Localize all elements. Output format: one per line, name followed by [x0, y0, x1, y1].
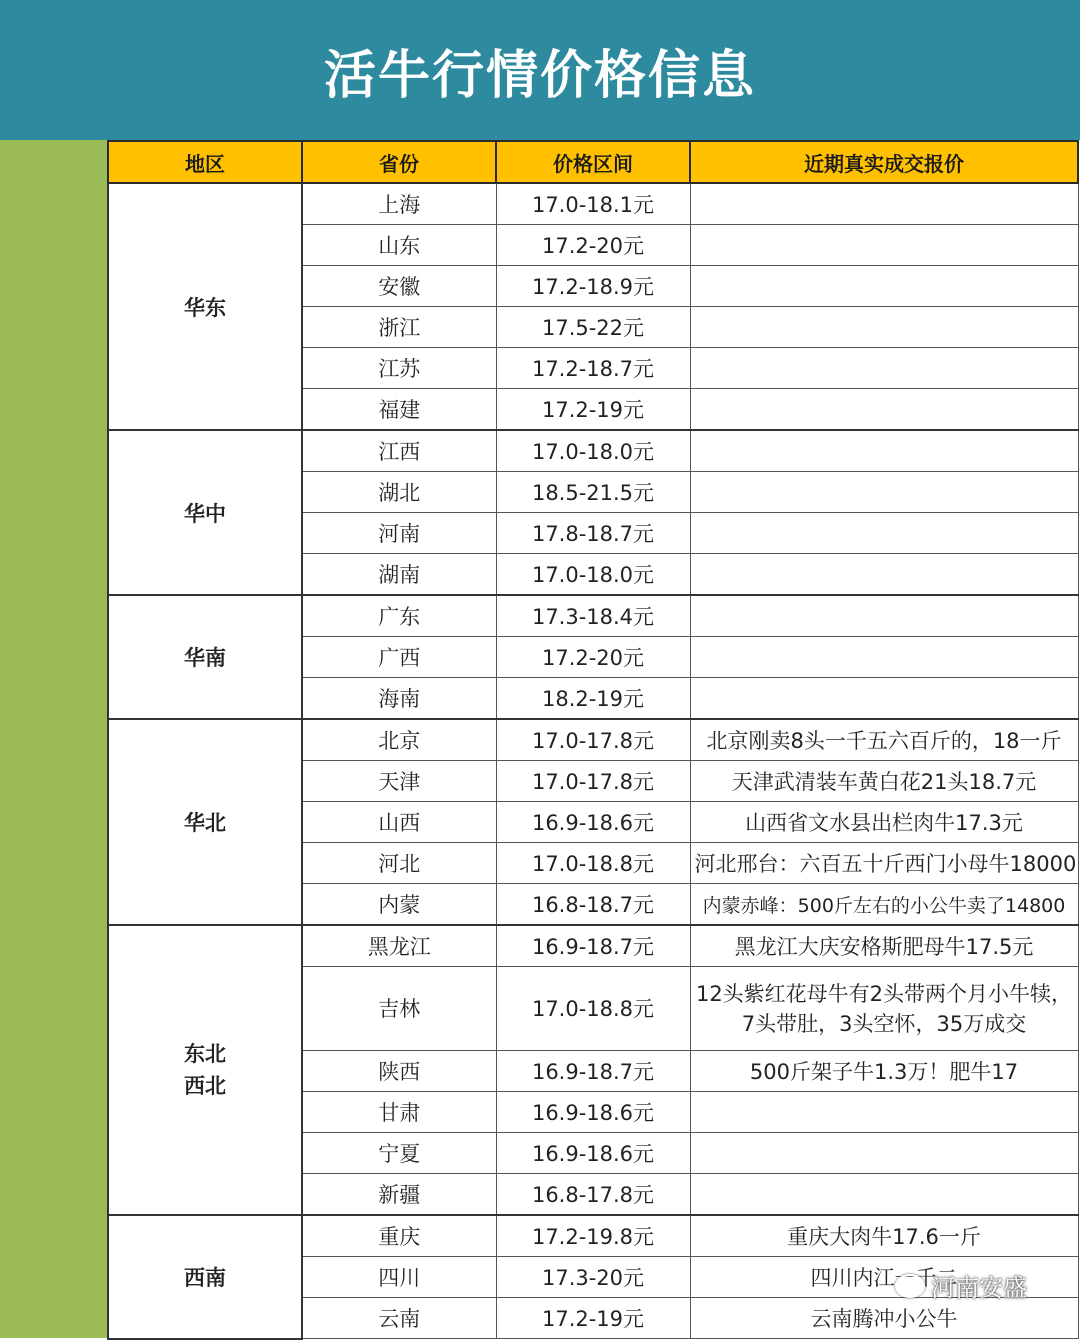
note-cell: 重庆大肉牛17.6一斤: [690, 1215, 1078, 1257]
col-header-region: 地区: [108, 141, 302, 183]
note-cell: [690, 513, 1078, 554]
price-cell: 17.2-18.9元: [496, 266, 690, 307]
note-cell: [690, 430, 1078, 472]
table-header-row: [108, 141, 1078, 183]
province-cell: 北京: [302, 719, 496, 761]
province-cell: 河北: [302, 843, 496, 884]
note-cell: [690, 389, 1078, 431]
note-cell: [690, 348, 1078, 389]
province-cell: 江西: [302, 430, 496, 472]
note-cell: [690, 1092, 1078, 1133]
province-cell: 上海: [302, 183, 496, 225]
table-row: [108, 719, 1078, 761]
province-cell: 新疆: [302, 1174, 496, 1216]
table-row: [108, 430, 1078, 472]
watermark: [895, 1268, 1027, 1303]
note-cell: [690, 266, 1078, 307]
price-cell: 16.8-18.7元: [496, 884, 690, 926]
province-cell: 重庆: [302, 1215, 496, 1257]
province-cell: 天津: [302, 761, 496, 802]
col-header-note: 近期真实成交报价: [690, 141, 1078, 183]
price-table: [107, 140, 1079, 1340]
province-cell: 甘肃: [302, 1092, 496, 1133]
col-header-province: 省份: [302, 141, 496, 183]
note-cell: 四川内江一千二: [690, 1257, 1078, 1298]
col-header-price: 价格区间: [496, 141, 690, 183]
note-cell: [690, 472, 1078, 513]
price-cell: 17.0-18.8元: [496, 967, 690, 1051]
price-cell: 17.0-18.0元: [496, 430, 690, 472]
note-cell: [690, 595, 1078, 637]
province-cell: 宁夏: [302, 1133, 496, 1174]
price-cell: 16.9-18.7元: [496, 925, 690, 967]
province-cell: 陕西: [302, 1051, 496, 1092]
price-cell: 17.0-18.0元: [496, 554, 690, 596]
note-cell: 内蒙赤峰：500斤左右的小公牛卖了14800: [690, 884, 1078, 926]
price-cell: 16.8-17.8元: [496, 1174, 690, 1216]
note-cell: 云南腾冲小公牛: [690, 1298, 1078, 1339]
note-cell: [690, 637, 1078, 678]
table-row: [108, 183, 1078, 225]
price-cell: 16.9-18.7元: [496, 1051, 690, 1092]
region-cell: 西南: [108, 1215, 302, 1339]
province-cell: 江苏: [302, 348, 496, 389]
region-cell: 东北 西北: [108, 925, 302, 1215]
province-cell: 云南: [302, 1298, 496, 1339]
table-row: [108, 1215, 1078, 1257]
region-cell: 华北: [108, 719, 302, 925]
price-cell: 18.5-21.5元: [496, 472, 690, 513]
table-row: [108, 595, 1078, 637]
price-cell: 17.3-20元: [496, 1257, 690, 1298]
province-cell: 安徽: [302, 266, 496, 307]
price-cell: 17.2-19元: [496, 389, 690, 431]
price-cell: 17.8-18.7元: [496, 513, 690, 554]
note-cell: 北京刚卖8头一千五六百斤的，18一斤: [690, 719, 1078, 761]
region-cell: 华中: [108, 430, 302, 595]
watermark-text: 河南安盛: [931, 1274, 1027, 1302]
province-cell: 河南: [302, 513, 496, 554]
province-cell: 浙江: [302, 307, 496, 348]
table-row: [108, 925, 1078, 967]
note-cell: 河北邢台：六百五十斤西门小母牛18000: [690, 843, 1078, 884]
region-cell: 华南: [108, 595, 302, 719]
region-cell: 华东: [108, 183, 302, 430]
price-cell: 17.0-17.8元: [496, 761, 690, 802]
note-cell: [690, 554, 1078, 596]
province-cell: 湖南: [302, 554, 496, 596]
price-cell: 17.0-18.1元: [496, 183, 690, 225]
province-cell: 山西: [302, 802, 496, 843]
note-cell: [690, 307, 1078, 348]
price-cell: 17.2-20元: [496, 637, 690, 678]
price-cell: 17.0-17.8元: [496, 719, 690, 761]
price-cell: 17.3-18.4元: [496, 595, 690, 637]
price-cell: 17.2-18.7元: [496, 348, 690, 389]
price-cell: 17.2-20元: [496, 225, 690, 266]
page-title: 活牛行情价格信息: [323, 45, 756, 106]
price-cell: 16.9-18.6元: [496, 802, 690, 843]
price-cell: 17.2-19.8元: [496, 1215, 690, 1257]
price-cell: 17.0-18.8元: [496, 843, 690, 884]
wechat-icon: [895, 1274, 925, 1298]
left-decor-band: [0, 140, 107, 1338]
price-cell: 17.5-22元: [496, 307, 690, 348]
province-cell: 广东: [302, 595, 496, 637]
note-cell: [690, 1174, 1078, 1216]
price-cell: 16.9-18.6元: [496, 1092, 690, 1133]
province-cell: 湖北: [302, 472, 496, 513]
price-cell: 16.9-18.6元: [496, 1133, 690, 1174]
title-banner: [0, 0, 1080, 140]
note-cell: 黑龙江大庆安格斯肥母牛17.5元: [690, 925, 1078, 967]
province-cell: 广西: [302, 637, 496, 678]
province-cell: 四川: [302, 1257, 496, 1298]
note-cell: 12头紫红花母牛有2头带两个月小牛犊，7头带肚，3头空怀，35万成交: [690, 967, 1078, 1051]
province-cell: 海南: [302, 678, 496, 720]
province-cell: 内蒙: [302, 884, 496, 926]
note-cell: 天津武清装车黄白花21头18.7元: [690, 761, 1078, 802]
province-cell: 山东: [302, 225, 496, 266]
note-cell: [690, 1133, 1078, 1174]
price-cell: 18.2-19元: [496, 678, 690, 720]
price-cell: 17.2-19元: [496, 1298, 690, 1339]
province-cell: 吉林: [302, 967, 496, 1051]
province-cell: 黑龙江: [302, 925, 496, 967]
note-cell: 500斤架子牛1.3万！肥牛17: [690, 1051, 1078, 1092]
province-cell: 福建: [302, 389, 496, 431]
note-cell: [690, 678, 1078, 720]
note-cell: [690, 183, 1078, 225]
note-cell: [690, 225, 1078, 266]
note-cell: 山西省文水县出栏肉牛17.3元: [690, 802, 1078, 843]
